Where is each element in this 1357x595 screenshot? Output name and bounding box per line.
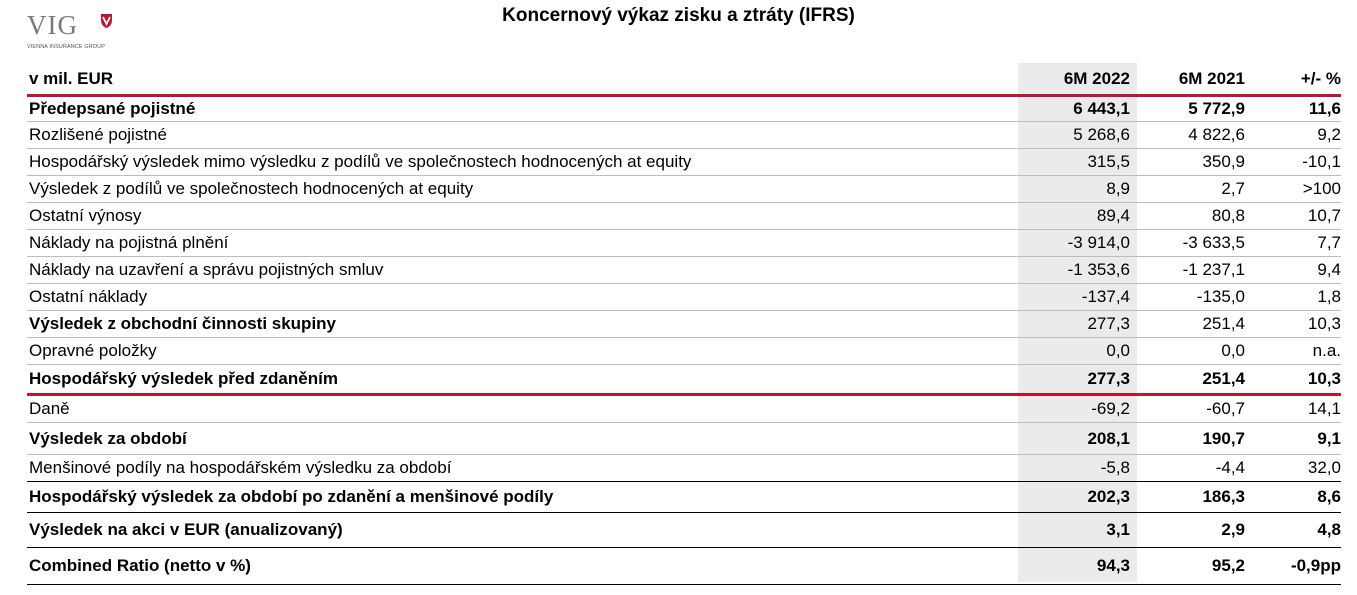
table-row: Rozlišené pojistné 5 268,6 4 822,6 9,2 bbox=[29, 125, 1341, 144]
header-unit-label: v mil. EUR bbox=[29, 69, 114, 88]
header-col-6m2022: 6M 2022 bbox=[1063, 69, 1130, 88]
table-row: Předepsané pojistné 6 443,1 5 772,9 11,6 bbox=[29, 99, 1341, 118]
header-col-6m2021: 6M 2021 bbox=[1178, 69, 1245, 88]
income-statement-table bbox=[27, 63, 1341, 585]
logo-text: VIG bbox=[27, 10, 78, 40]
table-row: Ostatní výnosy 89,4 80,8 10,7 bbox=[29, 206, 1341, 225]
table-row: Výsledek na akci v EUR (anualizovaný) 3,1 2,9 4,8 bbox=[29, 520, 1341, 539]
table-row: Výsledek za období 208,1 190,7 9,1 bbox=[29, 428, 1341, 448]
table-header bbox=[27, 63, 1341, 94]
table-row: Hospodářský výsledek za období po zdanění a menšinové podíly 202,3 186,3 8,6 bbox=[29, 487, 1341, 506]
page-title: Koncernový výkaz zisku a ztráty (IFRS) bbox=[502, 5, 855, 26]
table-row: Výsledek z obchodní činnosti skupiny 277,3 251,4 10,3 bbox=[29, 314, 1341, 333]
table-row: Hospodářský výsledek před zdaněním 277,3 251,4 10,3 bbox=[29, 369, 1341, 388]
divider bbox=[27, 584, 1341, 585]
logo-subtitle: VIENNA INSURANCE GROUP bbox=[27, 44, 105, 50]
table-row: Výsledek z podílů ve společnostech hodnocených at equity 8,9 2,7 >100 bbox=[29, 179, 1341, 198]
table-row: Ostatní náklady -137,4 -135,0 1,8 bbox=[29, 287, 1341, 306]
table-row: Daně -69,2 -60,7 14,1 bbox=[29, 399, 1341, 418]
table-row: Menšinové podíly na hospodářském výsledku za období -5,8 -4,4 32,0 bbox=[29, 458, 1341, 477]
table-row: Combined Ratio (netto v %) 94,3 95,2 -0,9pp bbox=[29, 556, 1341, 575]
table-row: Opravné položky 0,0 0,0 n.a. bbox=[29, 341, 1341, 360]
header-col-change: +/- % bbox=[1300, 69, 1341, 88]
table-row: Hospodářský výsledek mimo výsledku z podílů ve společnostech hodnocených at equity 315,5 350,9 -10,1 bbox=[29, 152, 1341, 171]
table-row: Náklady na uzavření a správu pojistných smluv -1 353,6 -1 237,1 9,4 bbox=[29, 260, 1341, 279]
table-row: Náklady na pojistná plnění -3 914,0 -3 633,5 7,7 bbox=[29, 233, 1341, 252]
